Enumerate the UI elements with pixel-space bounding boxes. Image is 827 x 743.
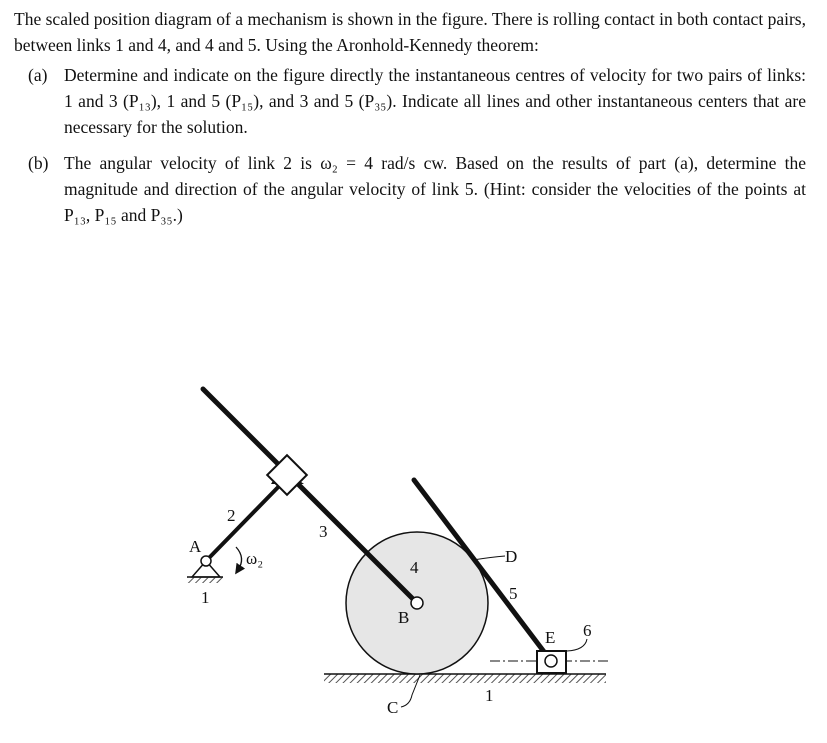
label-omega: ω₂ bbox=[246, 549, 264, 568]
label-link-1-ground: 1 bbox=[485, 686, 494, 705]
label-link-4: 4 bbox=[410, 558, 419, 577]
part-a-text: Determine and indicate on the figure directly the instantaneous centres of velocity for two pairs of links: 1 and 3 (P₁₃), 1 and 5 (P₁₅), and 3 and 5 (P₃₅). Indicate all lines and other instantaneous centers that are necessary for the solution. bbox=[64, 65, 806, 137]
label-c: C bbox=[387, 698, 399, 717]
pin-b bbox=[411, 597, 423, 609]
label-link-6: 6 bbox=[583, 621, 592, 640]
omega-arrow-icon bbox=[236, 547, 242, 570]
label-e: E bbox=[545, 628, 556, 647]
label-b: B bbox=[398, 608, 410, 627]
label-d: D bbox=[505, 547, 518, 566]
part-b-text: The angular velocity of link 2 is ω₂ = 4 rad/s cw. Based on the results of part (a), determine the magnitude and direction of the angular velocity of link 5. (Hint: consider the velocities of the points at P₁₃, P₁₅ and P₃₅.) bbox=[64, 153, 806, 225]
problem-intro: The scaled position diagram of a mechanism is shown in the figure. There is rolling contact in both contact pairs, between links 1 and 4, and 4 and 5. Using the Aronhold-Kennedy theorem: bbox=[14, 9, 806, 55]
pivot-a-pin bbox=[201, 556, 211, 566]
label-link-2: 2 bbox=[227, 506, 236, 525]
label-link-5: 5 bbox=[509, 584, 518, 603]
leader-6 bbox=[567, 639, 587, 651]
pin-e bbox=[545, 655, 557, 667]
label-a: A bbox=[189, 537, 202, 556]
ground-hatch bbox=[324, 674, 606, 683]
pivot-a-base-hatch bbox=[187, 577, 223, 583]
part-b-label: (b) bbox=[28, 153, 49, 173]
link-3-bar bbox=[203, 389, 416, 602]
label-link-1-left: 1 bbox=[201, 588, 210, 607]
leader-d bbox=[473, 556, 505, 560]
label-link-3: 3 bbox=[319, 522, 328, 541]
part-a-label: (a) bbox=[28, 65, 48, 85]
